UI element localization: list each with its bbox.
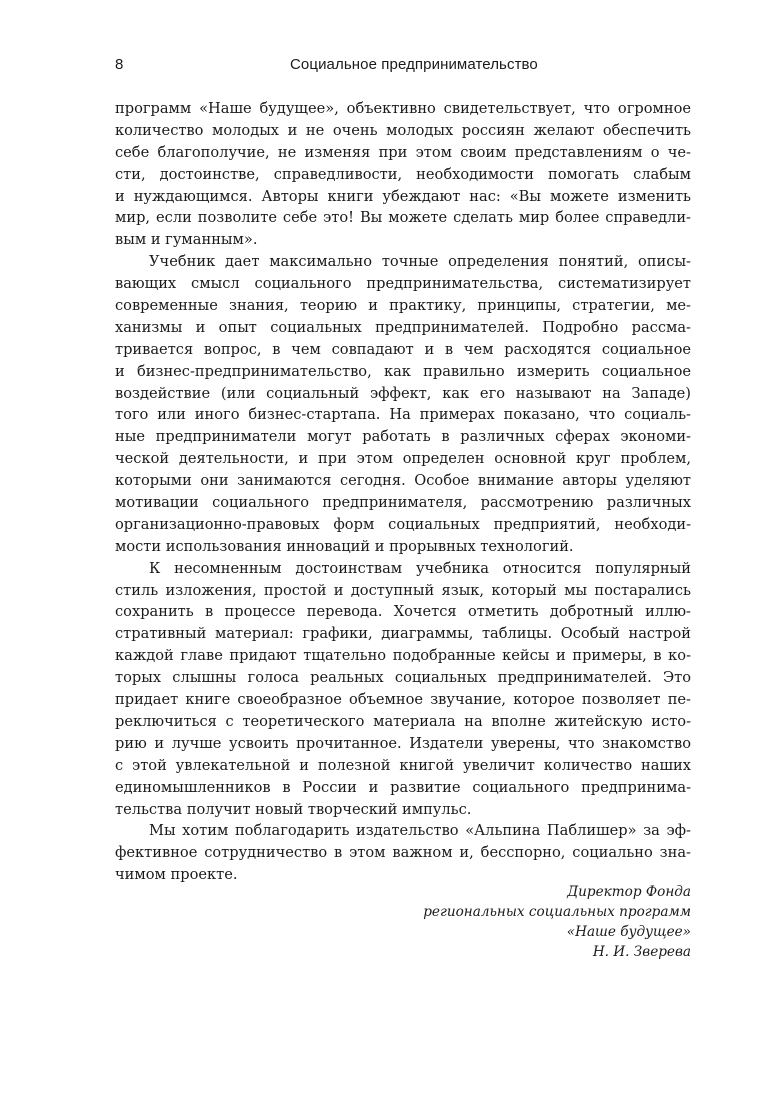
text-line: и нуждающимся. Авторы книги убеждают нас: «Вы можете изменить [115, 187, 691, 205]
text-line: вающих смысл социального предпринимательства, систематизирует [115, 275, 691, 293]
text-line: ханизмы и опыт социальных предпринимателей. Подробно рассма- [115, 318, 691, 336]
text-line: количество молодых и не очень молодых россиян желают обеспечить [115, 121, 691, 139]
text-line: единомышленников в России и развитие социального предпринима- [115, 778, 691, 796]
text-line: фективное сотрудничество в этом важном и, бесспорно, социально зна- [115, 844, 691, 862]
text-line: организационно-правовых форм социальных предприятий, необходи- [115, 515, 691, 533]
text-line: современные знания, теорию и практику, принципы, стратегии, ме- [115, 297, 691, 315]
text-line: программ «Наше будущее», объективно свидетельствует, что огромное [115, 100, 691, 117]
text-line: мир, если позволите себе это! Вы можете сделать мир более справедли- [115, 209, 691, 227]
text-line: сти, достоинстве, справедливости, необходимости помогать слабым [115, 165, 691, 183]
text-line: стиль изложения, простой и доступный язык, который мы постарались [115, 581, 691, 599]
text-line: ные предприниматели могут работать в различных сферах экономи- [115, 428, 691, 446]
text-line: вым и гуманным». [115, 231, 258, 249]
text-line: стративный материал: графики, диаграммы, таблицы. Особый настрой [115, 625, 691, 643]
text-line: мотивации социального предпринимателя, рассмотрению различных [115, 494, 691, 512]
text-line: Мы хотим поблагодарить издательство «Альпина Паблишер» за эф- [149, 822, 691, 840]
text-line: чимом проекте. [115, 866, 238, 884]
signature-title: Директор Фонда [567, 884, 691, 900]
text-line: ческой деятельности, и при этом определен основной круг проблем, [115, 450, 691, 468]
signature-author: Н. И. Зверева [592, 944, 691, 960]
page-header [115, 56, 691, 78]
text-line: которыми они занимаются сегодня. Особое внимание авторы уделяют [115, 472, 691, 490]
text-line: рию и лучше усвоить прочитанное. Издатели уверены, что знакомство [115, 734, 691, 752]
text-line: того или иного бизнес-стартапа. На примерах показано, что социаль- [115, 406, 691, 424]
text-line: и бизнес-предпринимательство, как правильно измерить социальное [115, 362, 691, 380]
text-line: воздействие (или социальный эффект, как его называют на Западе) [115, 384, 691, 402]
text-line: Учебник дает максимально точные определения понятий, описы- [149, 253, 691, 271]
text-line: К несомненным достоинствам учебника относится популярный [149, 559, 691, 577]
text-line: мости использования инноваций и прорывных технологий. [115, 537, 574, 555]
text-line: себе благополучие, не изменяя при этом своим представлениям о че- [115, 143, 691, 161]
signature-organization-name: «Наше будущее» [566, 924, 691, 940]
text-line: торых слышны голоса реальных социальных предпринимателей. Это [115, 669, 691, 687]
signature-organization: региональных социальных программ [423, 904, 691, 920]
text-line: с этой увлекательной и полезной книгой увеличит количество наших [115, 756, 691, 774]
text-line: реключиться с теоретического материала на вполне житейскую исто- [115, 712, 691, 730]
text-line: тельства получит новый творческий импульс. [115, 800, 472, 818]
text-line: тривается вопрос, в чем совпадают и в чем расходятся социальное [115, 340, 691, 358]
page-number: 8 [115, 56, 124, 73]
text-line: каждой главе придают тщательно подобранные кейсы и примеры, в ко- [115, 647, 691, 665]
text-line: сохранить в процессе перевода. Хочется отметить добротный иллю- [115, 603, 691, 621]
text-line: придает книге своеобразное объемное звучание, которое позволяет пе- [115, 691, 691, 709]
running-title: Социальное предпринимательство [290, 56, 538, 73]
signature-block [423, 882, 691, 962]
body-text [115, 98, 691, 886]
